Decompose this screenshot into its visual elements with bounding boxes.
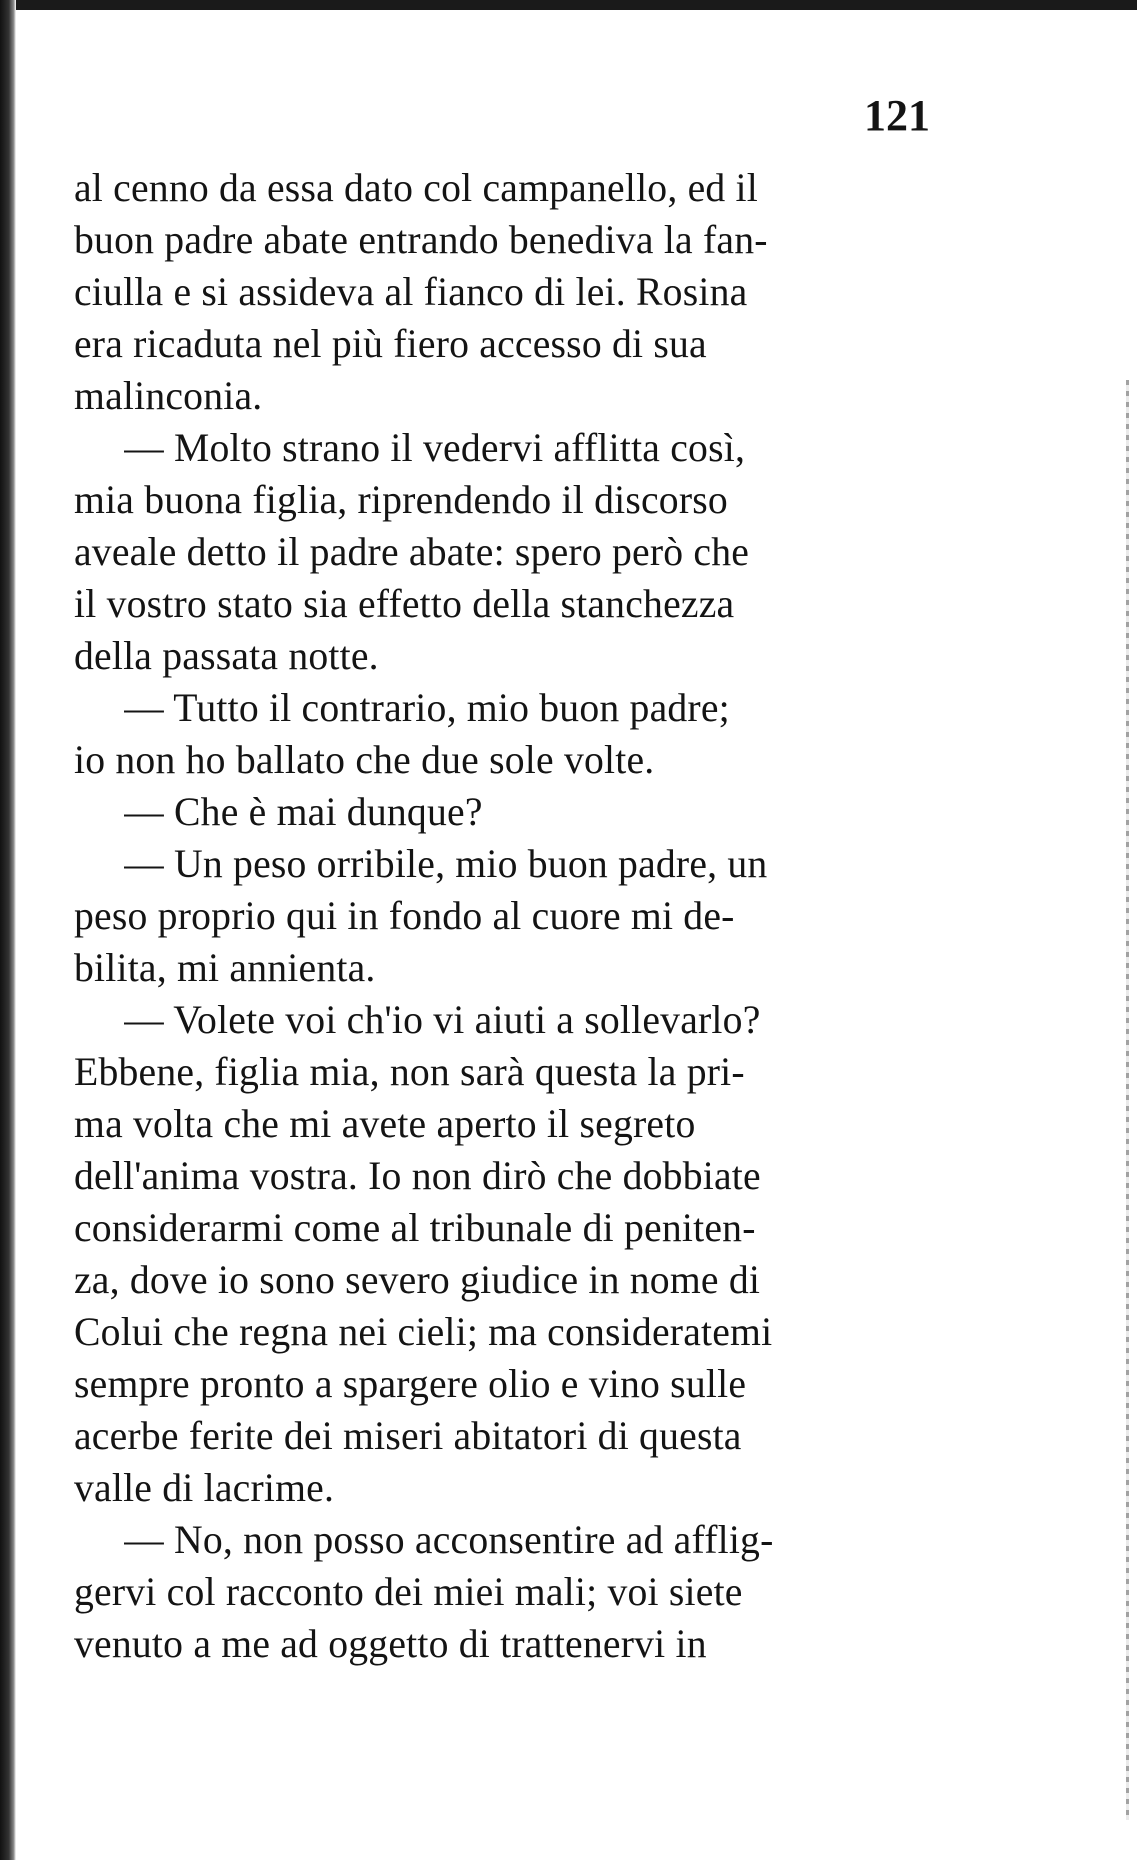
page-number: 121 [864,91,930,140]
text-line: mia buona figlia, riprendendo il discorso [74,477,728,522]
text-line: ciulla e si assideva al fianco di lei. Rosina [74,269,748,314]
text-line: bilita, mi annienta. [74,945,376,990]
text-line: dell'anima vostra. Io non dirò che dobbiate [74,1153,761,1198]
text-line: al cenno da essa dato col campanello, ed il [74,165,758,210]
right-page-edge [1126,380,1129,1820]
text-line: acerbe ferite dei miseri abitatori di questa [74,1413,742,1458]
text-line: — Molto strano il vedervi afflitta così, [124,425,746,470]
text-line: aveale detto il padre abate: spero però che [74,529,750,574]
text-line: — Che è mai dunque? [124,789,483,834]
text-line: Colui che regna nei cieli; ma consideratemi [74,1309,773,1354]
text-line: — Tutto il contrario, mio buon padre; [124,685,730,730]
text-line: ma volta che mi avete aperto il segreto [74,1101,696,1146]
text-line: della passata notte. [74,633,379,678]
text-line: considerarmi come al tribunale di peniten- [74,1205,756,1250]
text-line: Ebbene, figlia mia, non sarà questa la pri- [74,1049,745,1094]
text-line: sempre pronto a spargere olio e vino sulle [74,1361,747,1406]
text-line: — Volete voi ch'io vi aiuti a sollevarlo? [124,997,761,1042]
text-line: valle di lacrime. [74,1465,335,1510]
text-line: io non ho ballato che due sole volte. [74,737,655,782]
text-line: il vostro stato sia effetto della stanchezza [74,581,735,626]
top-page-border [0,0,1137,10]
text-line: peso proprio qui in fondo al cuore mi de- [74,893,735,938]
text-line: — No, non posso acconsentire ad afflig- [124,1517,774,1562]
text-line: malinconia. [74,373,263,418]
text-line: buon padre abate entrando benediva la fan- [74,217,768,262]
body-text [74,162,926,1670]
text-line: era ricaduta nel più fiero accesso di sua [74,321,707,366]
left-binding-edge [0,0,16,1860]
text-line: za, dove io sono severo giudice in nome di [74,1257,761,1302]
text-line: — Un peso orribile, mio buon padre, un [124,841,768,886]
text-line: venuto a me ad oggetto di trattenervi in [74,1621,707,1666]
text-line: gervi col racconto dei miei mali; voi siete [74,1569,743,1614]
